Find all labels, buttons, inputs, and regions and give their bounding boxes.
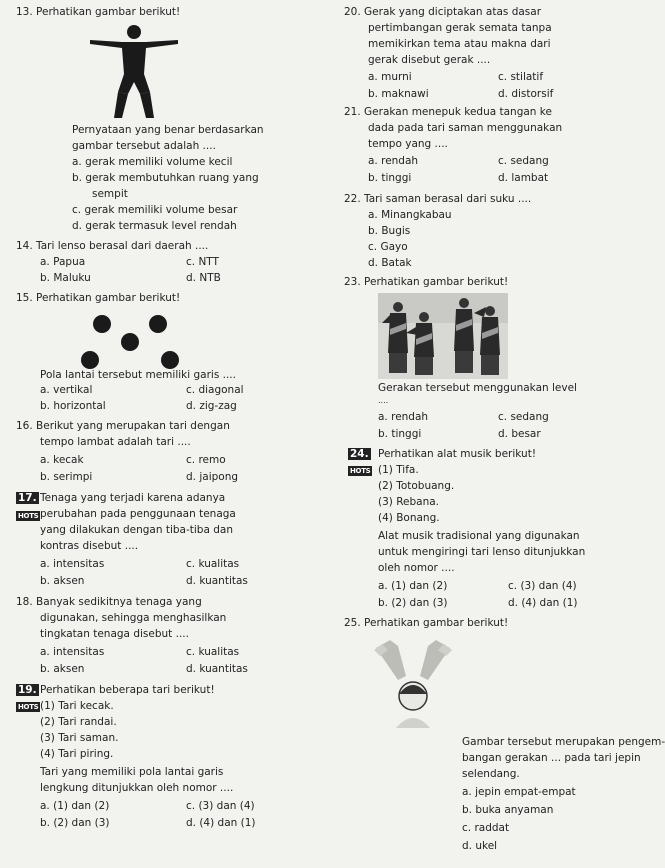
q21-option-c: c. sedang <box>498 155 549 167</box>
q15-option-d: d. zig-zag <box>186 400 237 412</box>
q16-stem-line2: tempo lambat adalah tari .... <box>40 436 191 448</box>
q17-option-c: c. kualitas <box>186 558 240 570</box>
q18-option-c: c. kualitas <box>186 646 240 658</box>
q15-option-a: a. vertikal <box>40 384 93 396</box>
q19-list-3: (3) Tari saman. <box>40 732 119 744</box>
q15-option-c: c. diagonal <box>186 384 244 396</box>
q17-stem-line1: Tenaga yang terjadi karena adanya <box>40 492 226 504</box>
q24-option-a: a. (1) dan (2) <box>378 580 448 592</box>
q22-option-b: b. Bugis <box>368 225 411 237</box>
q14-option-d: d. NTB <box>186 272 221 284</box>
floor-pattern-image <box>80 312 190 370</box>
q14-option-c: c. NTT <box>186 256 219 268</box>
q21-stem-line2: dada pada tari saman menggunakan <box>368 122 563 134</box>
q19-option-b: b. (2) dan (3) <box>40 817 110 829</box>
q25-caption-line1: Gambar tersebut merupakan pengem- <box>462 736 665 748</box>
q17-option-a: a. intensitas <box>40 558 105 570</box>
q13-option-b-line1: b. gerak membutuhkan ruang yang <box>72 172 259 184</box>
q24-option-b: b. (2) dan (3) <box>378 597 448 609</box>
q22-option-d: d. Batak <box>368 257 412 269</box>
q25-caption-line2: bangan gerakan ... pada tari jepin <box>462 752 641 764</box>
q20-option-d: d. distorsif <box>498 88 554 100</box>
q23-dots: .... <box>378 396 389 405</box>
q18-stem-line3: tingkatan tenaga disebut .... <box>40 628 189 640</box>
q19-number: 19. <box>18 684 37 696</box>
q25-stem: 25. Perhatikan gambar berikut! <box>344 617 509 629</box>
q20-stem-line3: memikirkan tema atau makna dari <box>368 38 551 50</box>
q14-stem: 14. Tari lenso berasal dari daerah .... <box>16 240 209 252</box>
q19-hots-badge: HOTS <box>18 703 39 711</box>
q23-option-b: b. tinggi <box>378 428 422 440</box>
q21-option-b: b. tinggi <box>368 172 412 184</box>
q21-stem-line1: 21. Gerakan menepuk kedua tangan ke <box>344 106 552 118</box>
q24-question-line2: untuk mengiringi tari lenso ditunjukkan <box>378 546 586 558</box>
q18-option-b: b. aksen <box>40 663 85 675</box>
q17-stem-line4: kontras disebut .... <box>40 540 139 552</box>
q15-stem: 15. Perhatikan gambar berikut! <box>16 292 181 304</box>
q20-stem-line2: pertimbangan gerak semata tanpa <box>368 22 552 34</box>
dance-gesture-image <box>368 636 458 728</box>
q19-list-4: (4) Tari piring. <box>40 748 114 760</box>
dancer-figure-image <box>88 22 180 120</box>
q25-option-b: b. buka anyaman <box>462 804 554 816</box>
q25-caption-line3: selendang. <box>462 768 520 780</box>
q19-stem: Perhatikan beberapa tari berikut! <box>40 684 215 696</box>
q24-hots-badge: HOTS <box>350 467 371 475</box>
q22-stem: 22. Tari saman berasal dari suku .... <box>344 193 532 205</box>
q24-option-c: c. (3) dan (4) <box>508 580 577 592</box>
q17-stem-line2: perubahan pada penggunaan tenaga <box>40 508 236 520</box>
q13-caption-line1: Pernyataan yang benar berdasarkan <box>72 124 264 136</box>
q24-list-1: (1) Tifa. <box>378 464 419 476</box>
q17-option-b: b. aksen <box>40 575 85 587</box>
q21-stem-line3: tempo yang .... <box>368 138 448 150</box>
q23-caption: Gerakan tersebut menggunakan level <box>378 382 577 394</box>
q19-question-line2: lengkung ditunjukkan oleh nomor .... <box>40 782 234 794</box>
q19-list-1: (1) Tari kecak. <box>40 700 114 712</box>
q21-option-d: d. lambat <box>498 172 549 184</box>
q25-option-d: d. ukel <box>462 840 498 852</box>
dancers-photo-image <box>378 293 508 379</box>
q24-question-line1: Alat musik tradisional yang digunakan <box>378 530 580 542</box>
q15-option-b: b. horizontal <box>40 400 106 412</box>
q16-option-c: c. remo <box>186 454 226 466</box>
q13-option-a: a. gerak memiliki volume kecil <box>72 156 233 168</box>
q23-option-a: a. rendah <box>378 411 429 423</box>
q18-option-a: a. intensitas <box>40 646 105 658</box>
q13-stem: 13. Perhatikan gambar berikut! <box>16 6 181 18</box>
q13-option-d: d. gerak termasuk level rendah <box>72 220 237 232</box>
q14-option-a: a. Papua <box>40 256 86 268</box>
q25-option-c: c. raddat <box>462 822 510 834</box>
q23-option-d: d. besar <box>498 428 541 440</box>
q17-hots-badge: HOTS <box>18 512 39 520</box>
q17-stem-line3: yang dilakukan dengan tiba-tiba dan <box>40 524 233 536</box>
q13-option-b-line2: sempit <box>92 188 128 200</box>
q22-option-a: a. Minangkabau <box>368 209 452 221</box>
q17-number: 17. <box>18 492 37 504</box>
q13-option-c: c. gerak memiliki volume besar <box>72 204 238 216</box>
q24-list-4: (4) Bonang. <box>378 512 440 524</box>
q19-option-d: d. (4) dan (1) <box>186 817 256 829</box>
q18-stem-line1: 18. Banyak sedikitnya tenaga yang <box>16 596 202 608</box>
q23-stem: 23. Perhatikan gambar berikut! <box>344 276 509 288</box>
q24-question-line3: oleh nomor .... <box>378 562 455 574</box>
q20-stem-line4: gerak disebut gerak .... <box>368 54 491 66</box>
q25-option-a: a. jepin empat-empat <box>462 786 576 798</box>
q24-stem: Perhatikan alat musik berikut! <box>378 448 537 460</box>
q24-list-3: (3) Rebana. <box>378 496 440 508</box>
q18-stem-line2: digunakan, sehingga menghasilkan <box>40 612 227 624</box>
q20-option-b: b. maknawi <box>368 88 429 100</box>
q19-list-2: (2) Tari randai. <box>40 716 117 728</box>
q16-option-b: b. serimpi <box>40 471 93 483</box>
q17-option-d: d. kuantitas <box>186 575 248 587</box>
q14-option-b: b. Maluku <box>40 272 91 284</box>
q20-option-a: a. murni <box>368 71 412 83</box>
q19-question-line1: Tari yang memiliki pola lantai garis <box>40 766 224 778</box>
q20-stem-line1: 20. Gerak yang diciptakan atas dasar <box>344 6 542 18</box>
q24-list-2: (2) Totobuang. <box>378 480 455 492</box>
q24-option-d: d. (4) dan (1) <box>508 597 578 609</box>
q22-option-c: c. Gayo <box>368 241 408 253</box>
q13-caption-line2: gambar tersebut adalah .... <box>72 140 216 152</box>
q19-option-a: a. (1) dan (2) <box>40 800 110 812</box>
q19-option-c: c. (3) dan (4) <box>186 800 255 812</box>
q16-option-d: d. jaipong <box>186 471 239 483</box>
q24-number: 24. <box>350 448 369 460</box>
q18-option-d: d. kuantitas <box>186 663 248 675</box>
q16-stem-line1: 16. Berikut yang merupakan tari dengan <box>16 420 230 432</box>
q16-option-a: a. kecak <box>40 454 84 466</box>
q23-option-c: c. sedang <box>498 411 549 423</box>
q21-option-a: a. rendah <box>368 155 419 167</box>
q20-option-c: c. stilatif <box>498 71 544 83</box>
q15-caption: Pola lantai tersebut memiliki garis .... <box>40 369 236 381</box>
